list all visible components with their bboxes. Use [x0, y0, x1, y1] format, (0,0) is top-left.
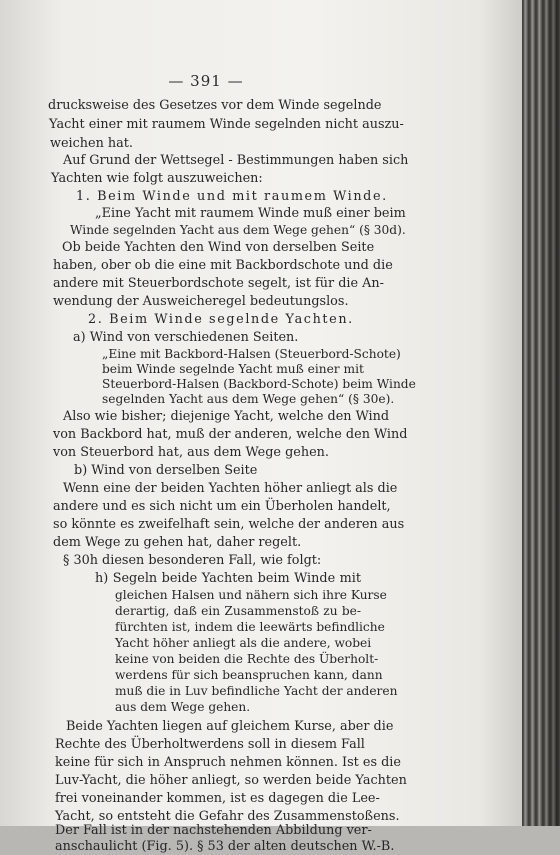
text-line: von Backbord hat, muß der anderen, welche den Wind: [53, 427, 408, 442]
text-line: andere mit Steuerbordschote segelt, ist für die An-: [53, 276, 384, 291]
text-line: § 30h diesen besonderen Fall, wie folgt:: [63, 553, 322, 568]
page-number: — 391 —: [168, 72, 244, 90]
text-line: 2. Beim Winde segelnde Yachten.: [88, 312, 354, 327]
text-line: a) Wind von verschiedenen Seiten.: [73, 330, 299, 345]
text-line: Also wie bisher; diejenige Yacht, welche den Wind: [63, 409, 390, 424]
text-line: 1. Beim Winde und mit raumem Winde.: [76, 189, 388, 204]
text-line: anschaulicht (Fig. 5). § 53 der alten deutschen W.-B.: [55, 839, 395, 854]
text-line: drucksweise des Gesetzes vor dem Winde segelnde: [48, 98, 382, 113]
text-line: „Eine Yacht mit raumem Winde muß einer beim: [95, 206, 406, 221]
text-line: gleichen Halsen und nähern sich ihre Kurse: [115, 588, 387, 602]
text-line: Auf Grund der Wettsegel - Bestimmungen haben sich: [63, 153, 409, 168]
text-line: Beide Yachten liegen auf gleichem Kurse, aber die: [66, 719, 394, 734]
spine-shadow: [540, 0, 560, 826]
text-line: werdens für sich beanspruchen kann, dann: [115, 668, 383, 682]
text-line: so könnte es zweifelhaft sein, welche der anderen aus: [53, 517, 405, 532]
text-line: Ob beide Yachten den Wind von derselben Seite: [62, 240, 375, 255]
text-line: Der Fall ist in der nachstehenden Abbildung ver-: [55, 823, 372, 838]
text-line: Rechte des Überholtwerdens soll in diesem Fall: [55, 737, 365, 752]
text-line: h) Segeln beide Yachten beim Winde mit: [95, 571, 361, 586]
text-line: Steuerbord-Halsen (Backbord-Schote) beim Winde: [102, 377, 416, 391]
text-line: Yacht einer mit raumem Winde segelnden nicht auszu-: [49, 117, 404, 132]
text-line: Yacht höher anliegt als die andere, wobei: [115, 636, 372, 650]
text-line: Wenn eine der beiden Yachten höher anliegt als die: [63, 481, 398, 496]
text-line: Winde segelnden Yacht aus dem Wege gehen“ (§ 30d).: [70, 223, 406, 237]
text-line: Yachten wie folgt auszuweichen:: [51, 171, 263, 186]
text-line: Luv-Yacht, die höher anliegt, so werden beide Yachten: [55, 773, 407, 788]
text-line: „Eine mit Backbord-Halsen (Steuerbord-Schote): [102, 347, 401, 361]
text-line: dem Wege zu gehen hat, daher regelt.: [53, 535, 302, 550]
text-line: b) Wind von derselben Seite: [74, 463, 258, 478]
text-line: haben, ober ob die eine mit Backbordschote und die: [53, 258, 393, 273]
text-line: derartig, daß ein Zusammenstoß zu be-: [115, 604, 361, 618]
text-line: Yacht, so entsteht die Gefahr des Zusammenstoßens.: [55, 809, 400, 824]
text-line: segelnden Yacht aus dem Wege gehen“ (§ 30e).: [102, 392, 395, 406]
text-line: keine für sich in Anspruch nehmen können. Ist es die: [55, 755, 401, 770]
text-line: andere und es sich nicht um ein Überholen handelt,: [53, 499, 391, 514]
text-line: muß die in Luv befindliche Yacht der anderen: [115, 684, 398, 698]
text-line: beim Winde segelnde Yacht muß einer mit: [102, 362, 364, 376]
text-line: fürchten ist, indem die leewärts befindliche: [115, 620, 385, 634]
text-line: aus dem Wege gehen.: [115, 700, 251, 714]
text-line: weichen hat.: [50, 136, 133, 151]
text-line: frei voneinander kommen, ist es dagegen die Lee-: [55, 791, 380, 806]
text-line: von Steuerbord hat, aus dem Wege gehen.: [53, 445, 329, 460]
text-line: keine von beiden die Rechte des Überholt-: [115, 652, 379, 666]
text-line: wendung der Ausweicheregel bedeutungslos.: [53, 294, 349, 309]
